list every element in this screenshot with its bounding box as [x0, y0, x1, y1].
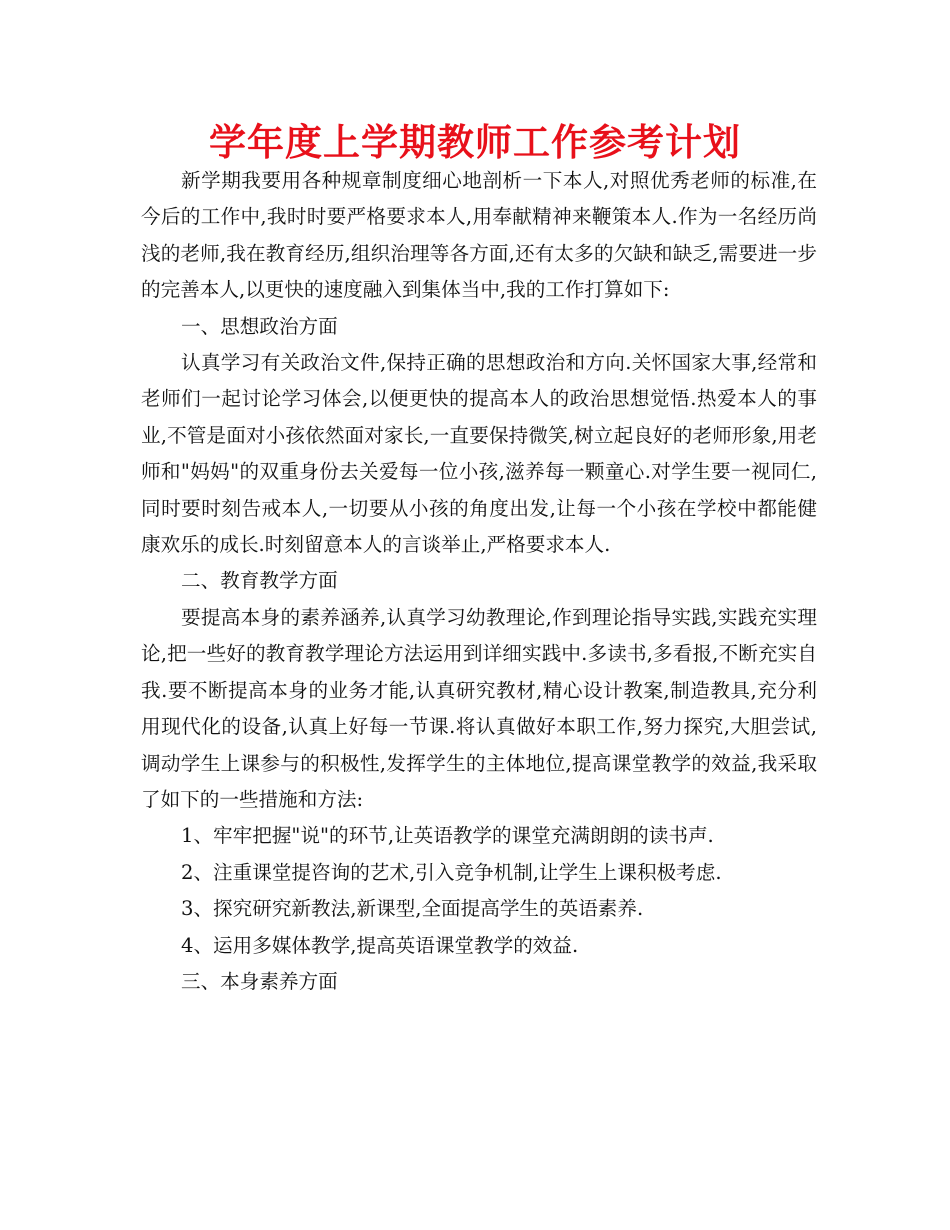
list-item: 4、运用多媒体教学,提高英语课堂教学的效益.	[181, 933, 579, 957]
section-heading-politics: 一、思想政治方面	[181, 314, 338, 338]
list-item: 3、探究研究新教法,新课型,全面提高学生的英语素养.	[181, 897, 644, 921]
list-item: 1、牢牢把握"说"的环节,让英语教学的课堂充满朗朗的读书声.	[181, 824, 714, 848]
list-item: 2、注重课堂提咨询的艺术,引入竞争机制,让学生上课积极考虑.	[181, 860, 722, 884]
section-heading-self: 三、本身素养方面	[181, 969, 338, 993]
teaching-paragraph: 要提高本身的素养涵养,认真学习幼教理论,作到理论指导实践,实践充实理论,把一些好的教育教学理论方法运用到详细实践中.多读书,多看报,不断充实自我.要不断提高本身的业务才能,认真研究教材,精心设计教案,制造教具,充分利用现代化的设备,认真上好每一节课.将认真做好本职工作,努力探究,大胆尝试,调动学生上课参与的积极性,发挥学生的主体地位,提高课堂教学的效益,我采取了如下的一些措施和方法:	[141, 605, 817, 811]
document-title: 学年度上学期教师工作参考计划	[209, 121, 741, 164]
document-body	[141, 163, 817, 1000]
intro-paragraph: 新学期我要用各种规章制度细心地剖析一下本人,对照优秀老师的标准,在今后的工作中,我时时要严格要求本人,用奉献精神来鞭策本人.作为一名经历尚浅的老师,我在教育经历,组织治理等各方面,还有太多的欠缺和缺乏,需要进一步的完善本人,以更快的速度融入到集体当中,我的工作打算如下:	[141, 169, 817, 302]
politics-paragraph: 认真学习有关政治文件,保持正确的思想政治和方向.关怀国家大事,经常和老师们一起讨论学习体会,以便更快的提高本人的政治思想觉悟.热爱本人的事业,不管是面对小孩依然面对家长,一直要保持微笑,树立起良好的老师形象,用老师和"妈妈"的双重身份去关爱每一位小孩,滋养每一颗童心.对学生要一视同仁,同时要时刻告戒本人,一切要从小孩的角度出发,让每一个小孩在学校中都能健康欢乐的成长.时刻留意本人的言谈举止,严格要求本人.	[141, 351, 817, 557]
section-heading-teaching: 二、教育教学方面	[181, 569, 338, 593]
